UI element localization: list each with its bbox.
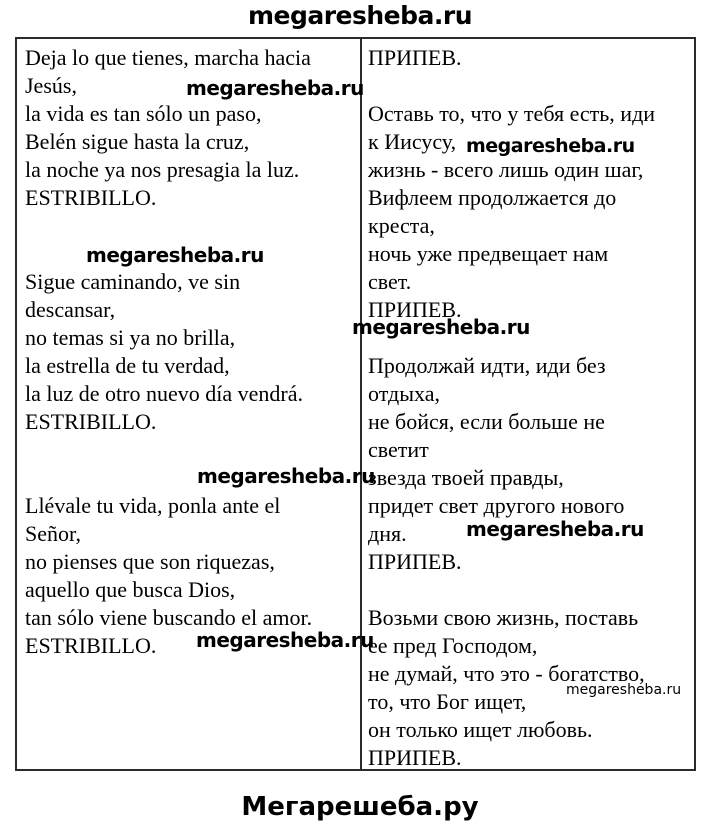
text-line: la estrella de tu verdad, (25, 353, 230, 378)
watermark: megaresheba.ru (352, 315, 530, 339)
text-line: к Иисусу, (368, 129, 457, 154)
watermark: megaresheba.ru (186, 76, 364, 100)
text-line: Llévale tu vida, ponla ante el (25, 493, 281, 518)
watermark: megaresheba.ru (466, 135, 635, 157)
text-line: Belén sigue hasta la cruz, (25, 129, 250, 154)
text-line: ПРИПЕВ. (368, 45, 462, 70)
text-line (25, 660, 358, 688)
header-watermark: megaresheba.ru (247, 1, 473, 30)
text-line: звезда твоей правды, (368, 465, 564, 490)
watermark: megaresheba.ru (86, 243, 264, 267)
watermark: megaresheba.ru (197, 464, 375, 488)
text-line: descansar, (25, 297, 116, 322)
text-line: ее пред Господом, (368, 633, 538, 658)
text-line: la vida es tan sólo un paso, (25, 101, 262, 126)
text-line (25, 716, 358, 744)
watermark: megaresheba.ru (566, 682, 682, 698)
text-line: светит (368, 437, 429, 462)
text-line: отдыха, (368, 381, 440, 406)
text-line: no temas si ya no brilla, (25, 325, 236, 350)
text-line: Señor, (25, 521, 81, 546)
text-line (25, 212, 358, 240)
text-line (25, 744, 358, 769)
spanish-lyrics-column (17, 39, 362, 769)
text-line: ESTRIBILLO. (25, 633, 157, 658)
text-line: Оставь то, что у тебя есть, иди (368, 101, 656, 126)
text-line: не бойся, если больше не (368, 409, 605, 434)
text-line: жизнь - всего лишь один шаг, (368, 157, 644, 182)
text-line: ESTRIBILLO. (25, 185, 157, 210)
text-line: Вифлеем продолжается до (368, 185, 617, 210)
text-line: то, что Бог ищет, (368, 689, 527, 714)
text-line: ESTRIBILLO. (25, 409, 157, 434)
text-line: aquello que busca Dios, (25, 577, 236, 602)
text-line: ночь уже предвещает нам (368, 241, 609, 266)
text-line: Deja lo que tienes, marcha hacia (25, 45, 311, 70)
text-line: придет свет другого нового (368, 493, 625, 518)
footer-watermark: Мегарешеба.ру (241, 792, 479, 822)
text-line (25, 688, 358, 716)
text-line: Sigue caminando, ve sin (25, 269, 241, 294)
text-line: ПРИПЕВ. (368, 745, 462, 769)
watermark: megaresheba.ru (196, 628, 374, 652)
text-line: Продолжай идти, иди без (368, 353, 606, 378)
text-line: свет. (368, 269, 412, 294)
text-line: Jesús, (25, 73, 77, 98)
text-line: Возьми свою жизнь, поставь (368, 605, 639, 630)
text-line: no pienses que son riquezas, (25, 549, 275, 574)
text-line: la luz de otro nuevo día vendrá. (25, 381, 303, 406)
text-line: tan sólo viene buscando el amor. (25, 605, 313, 630)
text-line: креста, (368, 213, 435, 238)
watermark: megaresheba.ru (466, 517, 644, 541)
text-line (368, 576, 692, 604)
text-line: la noche ya nos presagia la luz. (25, 157, 300, 182)
text-line: ПРИПЕВ. (368, 549, 462, 574)
text-line (25, 436, 358, 464)
text-line: не думай, что это - богатство, (368, 661, 645, 686)
text-line: он только ищет любовь. (368, 717, 593, 742)
text-line: дня. (368, 521, 407, 546)
text-line: ПРИПЕВ. (368, 297, 462, 322)
text-line (368, 72, 692, 100)
